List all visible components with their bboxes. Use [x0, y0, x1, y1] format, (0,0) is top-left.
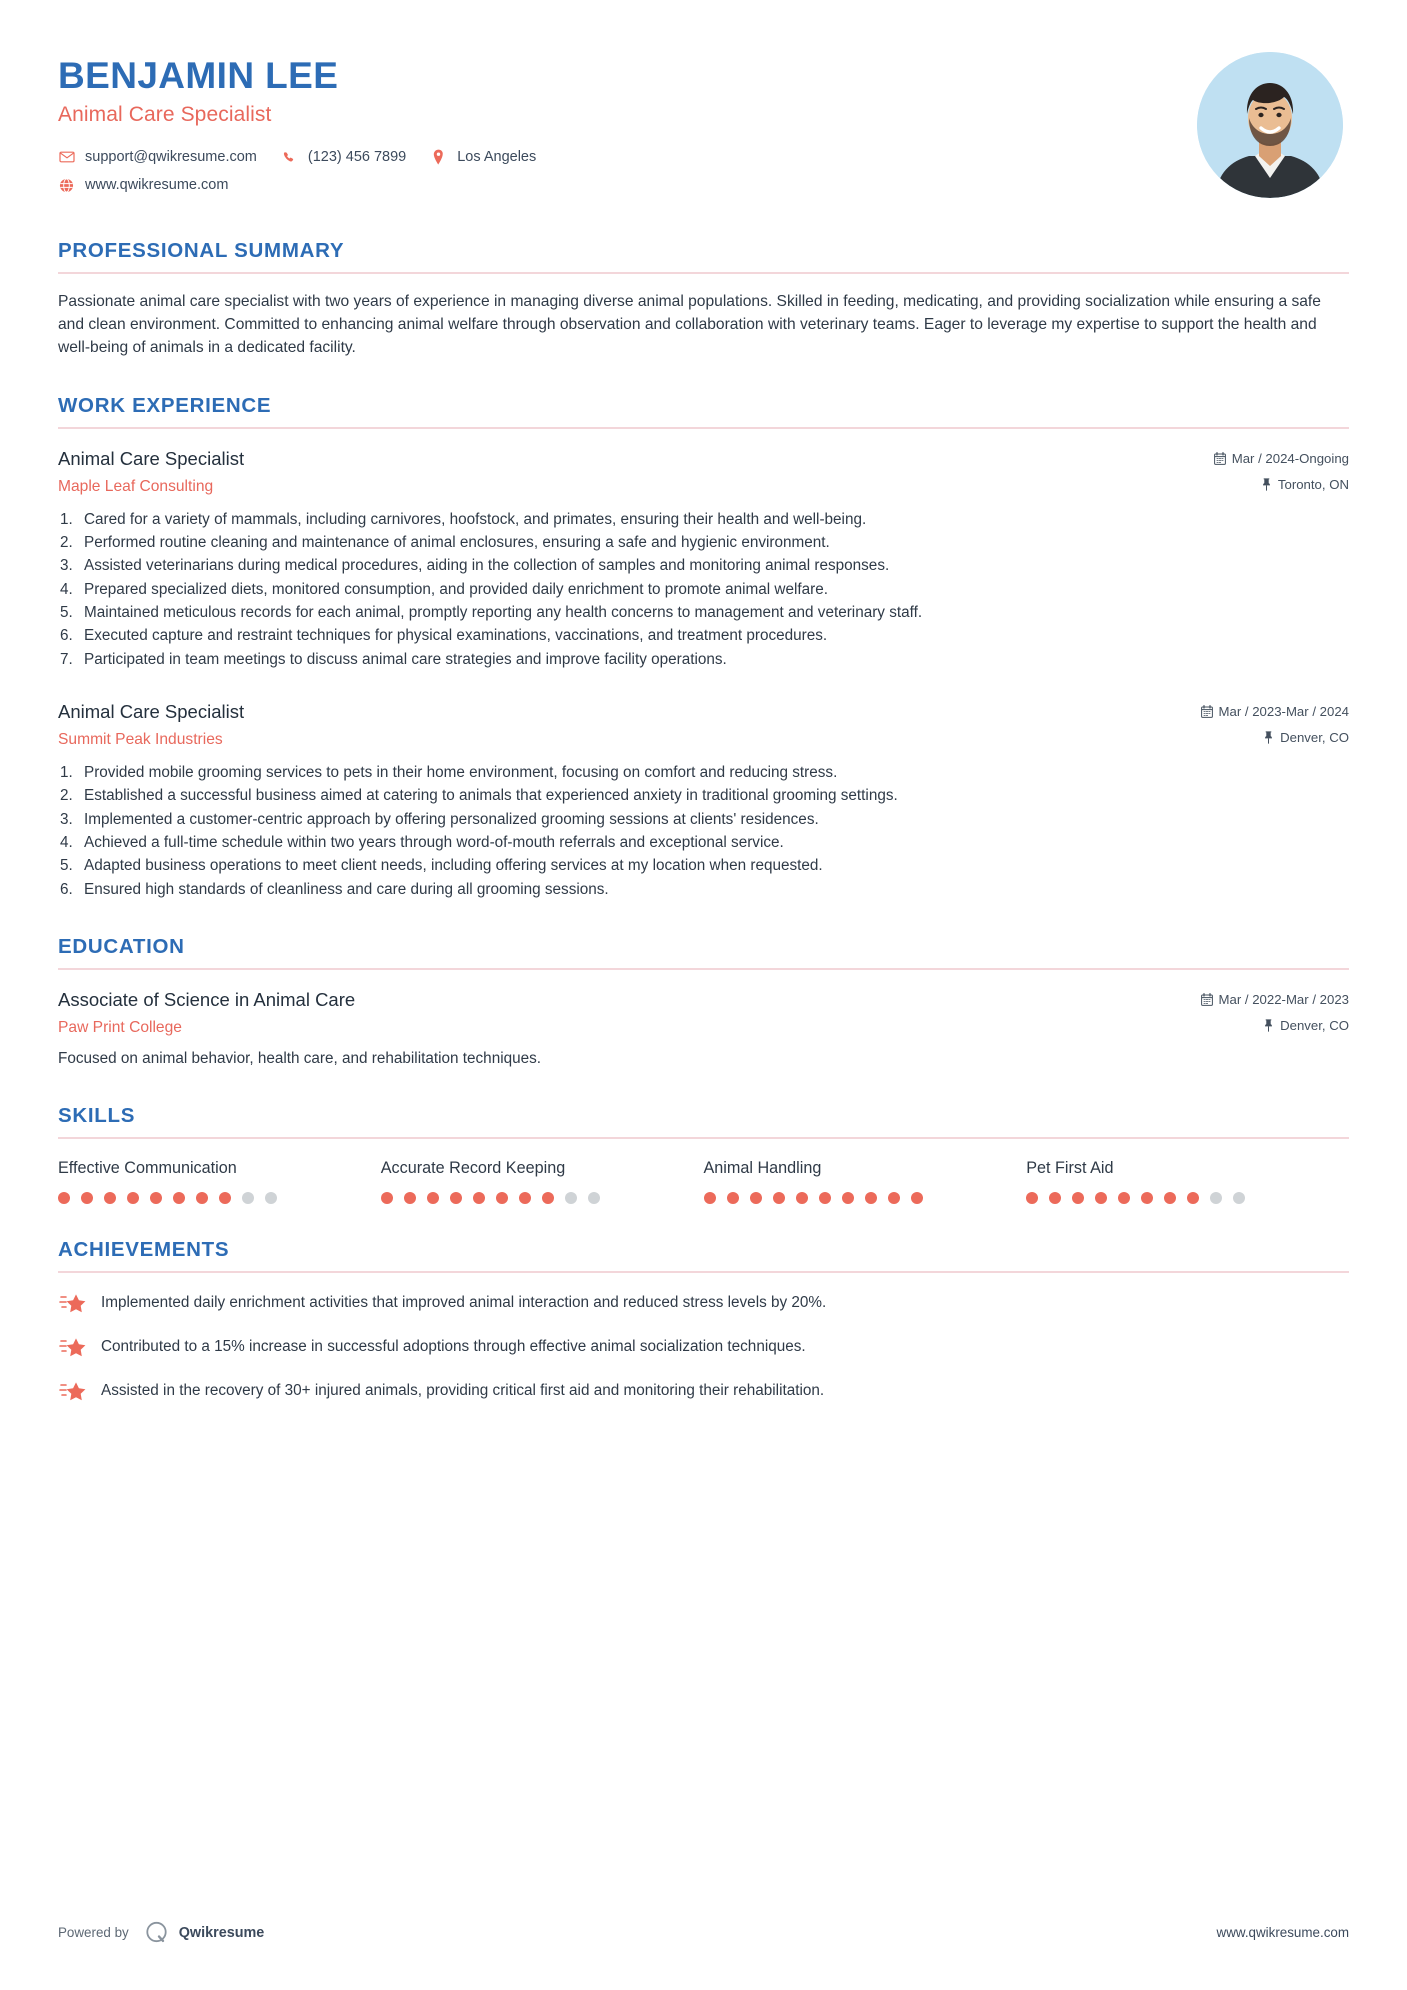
skill-dot-filled: [58, 1192, 70, 1204]
skill-label: Pet First Aid: [1026, 1159, 1114, 1178]
work-entry-title: Animal Care Specialist: [58, 447, 245, 469]
work-entry: [58, 448, 1349, 671]
calendar-icon: [1201, 705, 1213, 718]
education-entry-sub: [58, 1018, 1349, 1037]
bullet-item: Adapted business operations to meet client needs, including offering services at my location when requested.: [84, 857, 823, 875]
work-entry-organization: Summit Peak Industries: [58, 731, 223, 749]
skill-dot-filled: [1049, 1192, 1061, 1204]
skill-dot-empty: [1233, 1192, 1245, 1204]
work-entry-sub: [58, 477, 1349, 496]
skill-dot-filled: [865, 1192, 877, 1204]
footer-brand-block: [58, 1919, 264, 1946]
skill-dot-filled: [1026, 1192, 1038, 1204]
education-entry-location: [1263, 1018, 1349, 1033]
skill-dot-filled: [519, 1192, 531, 1204]
contact-email-text: support@qwikresume.com: [85, 149, 257, 166]
section-professional-summary: [58, 239, 1349, 360]
skill-dot-filled: [473, 1192, 485, 1204]
bullet-item: Performed routine cleaning and maintenance of animal enclosures, ensuring a safe and hygienic environment.: [84, 534, 830, 552]
achievement-item: [58, 1291, 1349, 1316]
section-achievements: [58, 1238, 1349, 1404]
contact-email[interactable]: [58, 149, 257, 166]
skill-rating: [381, 1192, 704, 1204]
skill-rating: [704, 1192, 1027, 1204]
skill-dot-filled: [727, 1192, 739, 1204]
skill-dot-filled: [219, 1192, 231, 1204]
achievements-list: [58, 1291, 1349, 1404]
qwikresume-logo-icon: [143, 1919, 170, 1946]
bullet-item: Cared for a variety of mammals, including carnivores, hoofstock, and primates, ensuring their health and well-being.: [84, 510, 867, 528]
section-title-education: EDUCATION: [58, 934, 185, 958]
education-entry-location-text: Denver, CO: [1280, 1017, 1349, 1033]
bullet-item: Achieved a full-time schedule within two years through word-of-mouth referrals and exceptional service.: [84, 834, 784, 851]
section-divider: [58, 1271, 1349, 1273]
star-badge-icon: [58, 1380, 88, 1404]
work-entry-sub: [58, 730, 1349, 749]
skill-dot-filled: [173, 1192, 185, 1204]
skill-dot-filled: [1187, 1192, 1199, 1204]
education-entry: [58, 989, 1349, 1070]
skill-dot-empty: [588, 1192, 600, 1204]
work-entry-dates: [1201, 704, 1349, 719]
contact-row-primary: [58, 149, 560, 166]
section-work-experience: [58, 394, 1349, 901]
contact-website-text: www.qwikresume.com: [85, 177, 229, 194]
skill-dot-filled: [127, 1192, 139, 1204]
bullet-item: Implemented a customer-centric approach by offering personalized grooming sessions at clients' residences.: [84, 810, 819, 828]
education-entry-head: [58, 989, 1349, 1011]
section-title-achievements: ACHIEVEMENTS: [58, 1238, 230, 1262]
skill-item: [58, 1159, 381, 1204]
skill-dot-filled: [750, 1192, 762, 1204]
section-skills: [58, 1104, 1349, 1204]
bullet-item: Maintained meticulous records for each animal, promptly reporting any health concerns to management and veterinary staff.: [84, 604, 923, 622]
skill-dot-filled: [796, 1192, 808, 1204]
skill-dot-filled: [1141, 1192, 1153, 1204]
skill-dot-filled: [427, 1192, 439, 1204]
work-entry-title: Animal Care Specialist: [58, 701, 245, 723]
skill-dot-filled: [542, 1192, 554, 1204]
bullet-item: Prepared specialized diets, monitored consumption, and provided daily enrichment to promote animal welfare.: [84, 580, 828, 598]
skill-dot-filled: [1118, 1192, 1130, 1204]
section-divider: [58, 1137, 1349, 1139]
skill-dot-filled: [773, 1192, 785, 1204]
education-entry-description: Focused on animal behavior, health care, and rehabilitation techniques.: [58, 1049, 542, 1067]
contact-phone[interactable]: [281, 149, 406, 166]
skill-label: Animal Handling: [703, 1159, 822, 1178]
education-entry-title: Associate of Science in Animal Care: [58, 988, 356, 1010]
skill-dot-empty: [265, 1192, 277, 1204]
footer-url[interactable]: www.qwikresume.com: [1216, 1925, 1349, 1940]
brand-name[interactable]: Qwikresume: [178, 1924, 265, 1941]
skill-dot-filled: [1095, 1192, 1107, 1204]
summary-text: Passionate animal care specialist with two years of experience in managing diverse animal populations. Skilled in feeding, medicating, and providing socialization while ensuring a safe and clean environment. Committed to enhancing animal welfare through observation and collaboration with veterinary teams. Eager to leverage my expertise to support the health and well-being of animals in a dedicated facility.: [58, 292, 1321, 356]
job-title: Animal Care Specialist: [58, 102, 272, 126]
skill-dot-empty: [242, 1192, 254, 1204]
bullet-item: Ensured high standards of cleanliness and care during all grooming sessions.: [84, 880, 609, 898]
skill-dot-filled: [1072, 1192, 1084, 1204]
skill-dot-filled: [81, 1192, 93, 1204]
achievement-item: [58, 1379, 1349, 1404]
calendar-icon: [1201, 993, 1213, 1006]
skill-rating: [1026, 1192, 1349, 1204]
skill-item: [381, 1159, 704, 1204]
contact-location-text: Los Angeles: [457, 149, 537, 166]
education-entry-dates: [1201, 992, 1349, 1007]
work-entry: [58, 701, 1349, 901]
page-title: BENJAMIN LEE: [58, 55, 339, 96]
powered-by-label: Powered by: [58, 1925, 129, 1940]
work-entry-bullets: [58, 509, 1349, 671]
calendar-icon: [1214, 452, 1226, 465]
phone-icon: [281, 149, 298, 166]
contact-website[interactable]: [58, 177, 228, 194]
skill-dot-empty: [1210, 1192, 1222, 1204]
work-entry-location: [1263, 730, 1349, 745]
skill-dot-filled: [404, 1192, 416, 1204]
education-entry-organization: Paw Print College: [58, 1018, 182, 1036]
contact-block: [58, 149, 560, 194]
skill-dot-empty: [565, 1192, 577, 1204]
bullet-item: Executed capture and restraint techniques for physical examinations, vaccinations, and treatment procedures.: [84, 627, 828, 645]
achievement-text: Contributed to a 15% increase in successful adoptions through effective animal socialization techniques.: [101, 1338, 806, 1356]
achievement-item: [58, 1335, 1349, 1360]
globe-icon: [58, 177, 75, 194]
page-footer: [58, 1919, 1349, 1946]
achievement-text: Assisted in the recovery of 30+ injured animals, providing critical first aid and monitoring their rehabilitation.: [101, 1382, 825, 1400]
contact-row-website: [58, 177, 560, 194]
skill-dot-filled: [196, 1192, 208, 1204]
resume-header: [58, 52, 1349, 205]
skill-dot-filled: [104, 1192, 116, 1204]
work-entry-dates-text: Mar / 2023-Mar / 2024: [1218, 704, 1349, 720]
star-badge-icon: [58, 1292, 88, 1316]
work-entry-dates: [1214, 451, 1349, 466]
contact-phone-text: (123) 456 7899: [307, 149, 407, 166]
skill-dot-filled: [911, 1192, 923, 1204]
skill-label: Effective Communication: [58, 1159, 237, 1178]
work-entry-head: [58, 701, 1349, 723]
section-title-summary: PROFESSIONAL SUMMARY: [58, 238, 345, 262]
bullet-item: Assisted veterinarians during medical procedures, aiding in the collection of samples and monitoring animal responses.: [84, 557, 890, 575]
skill-item: [704, 1159, 1027, 1204]
skill-label: Accurate Record Keeping: [380, 1159, 566, 1178]
education-entry-dates-text: Mar / 2022-Mar / 2023: [1218, 991, 1349, 1007]
skills-grid: [58, 1159, 1349, 1204]
bullet-item: Provided mobile grooming services to pets in their home environment, focusing on comfort and reducing stress.: [84, 764, 838, 782]
section-title-skills: SKILLS: [58, 1104, 136, 1128]
work-entry-dates-text: Mar / 2024-Ongoing: [1231, 450, 1349, 466]
skill-dot-filled: [381, 1192, 393, 1204]
header-left: [58, 52, 560, 205]
work-entry-location-text: Toronto, ON: [1277, 476, 1349, 492]
map-pin-icon: [430, 149, 447, 166]
skill-rating: [58, 1192, 381, 1204]
star-badge-icon: [58, 1336, 88, 1360]
skill-dot-filled: [704, 1192, 716, 1204]
section-divider: [58, 427, 1349, 429]
skill-dot-filled: [496, 1192, 508, 1204]
skill-dot-filled: [150, 1192, 162, 1204]
skill-dot-filled: [1164, 1192, 1176, 1204]
work-entry-location: [1261, 477, 1349, 492]
envelope-icon: [58, 149, 75, 166]
work-entry-bullets: [58, 762, 1349, 901]
skill-dot-filled: [888, 1192, 900, 1204]
section-divider: [58, 272, 1349, 274]
section-divider: [58, 968, 1349, 970]
section-title-work: WORK EXPERIENCE: [58, 393, 272, 417]
avatar: [1197, 52, 1343, 198]
bullet-item: Participated in team meetings to discuss animal care strategies and improve facility operations.: [84, 650, 727, 668]
achievement-text: Implemented daily enrichment activities that improved animal interaction and reduced stress levels by 20%.: [101, 1294, 827, 1312]
skill-item: [1026, 1159, 1349, 1204]
work-entry-organization: Maple Leaf Consulting: [58, 477, 214, 495]
section-education: [58, 935, 1349, 1070]
pin-icon: [1261, 478, 1272, 491]
skill-dot-filled: [450, 1192, 462, 1204]
skill-dot-filled: [842, 1192, 854, 1204]
pin-icon: [1263, 1019, 1274, 1032]
work-entry-location-text: Denver, CO: [1280, 730, 1349, 746]
skill-dot-filled: [819, 1192, 831, 1204]
bullet-item: Established a successful business aimed at catering to animals that experienced anxiety in traditional grooming settings.: [84, 787, 898, 805]
contact-location: [430, 149, 536, 166]
work-entry-head: [58, 448, 1349, 470]
pin-icon: [1263, 731, 1274, 744]
